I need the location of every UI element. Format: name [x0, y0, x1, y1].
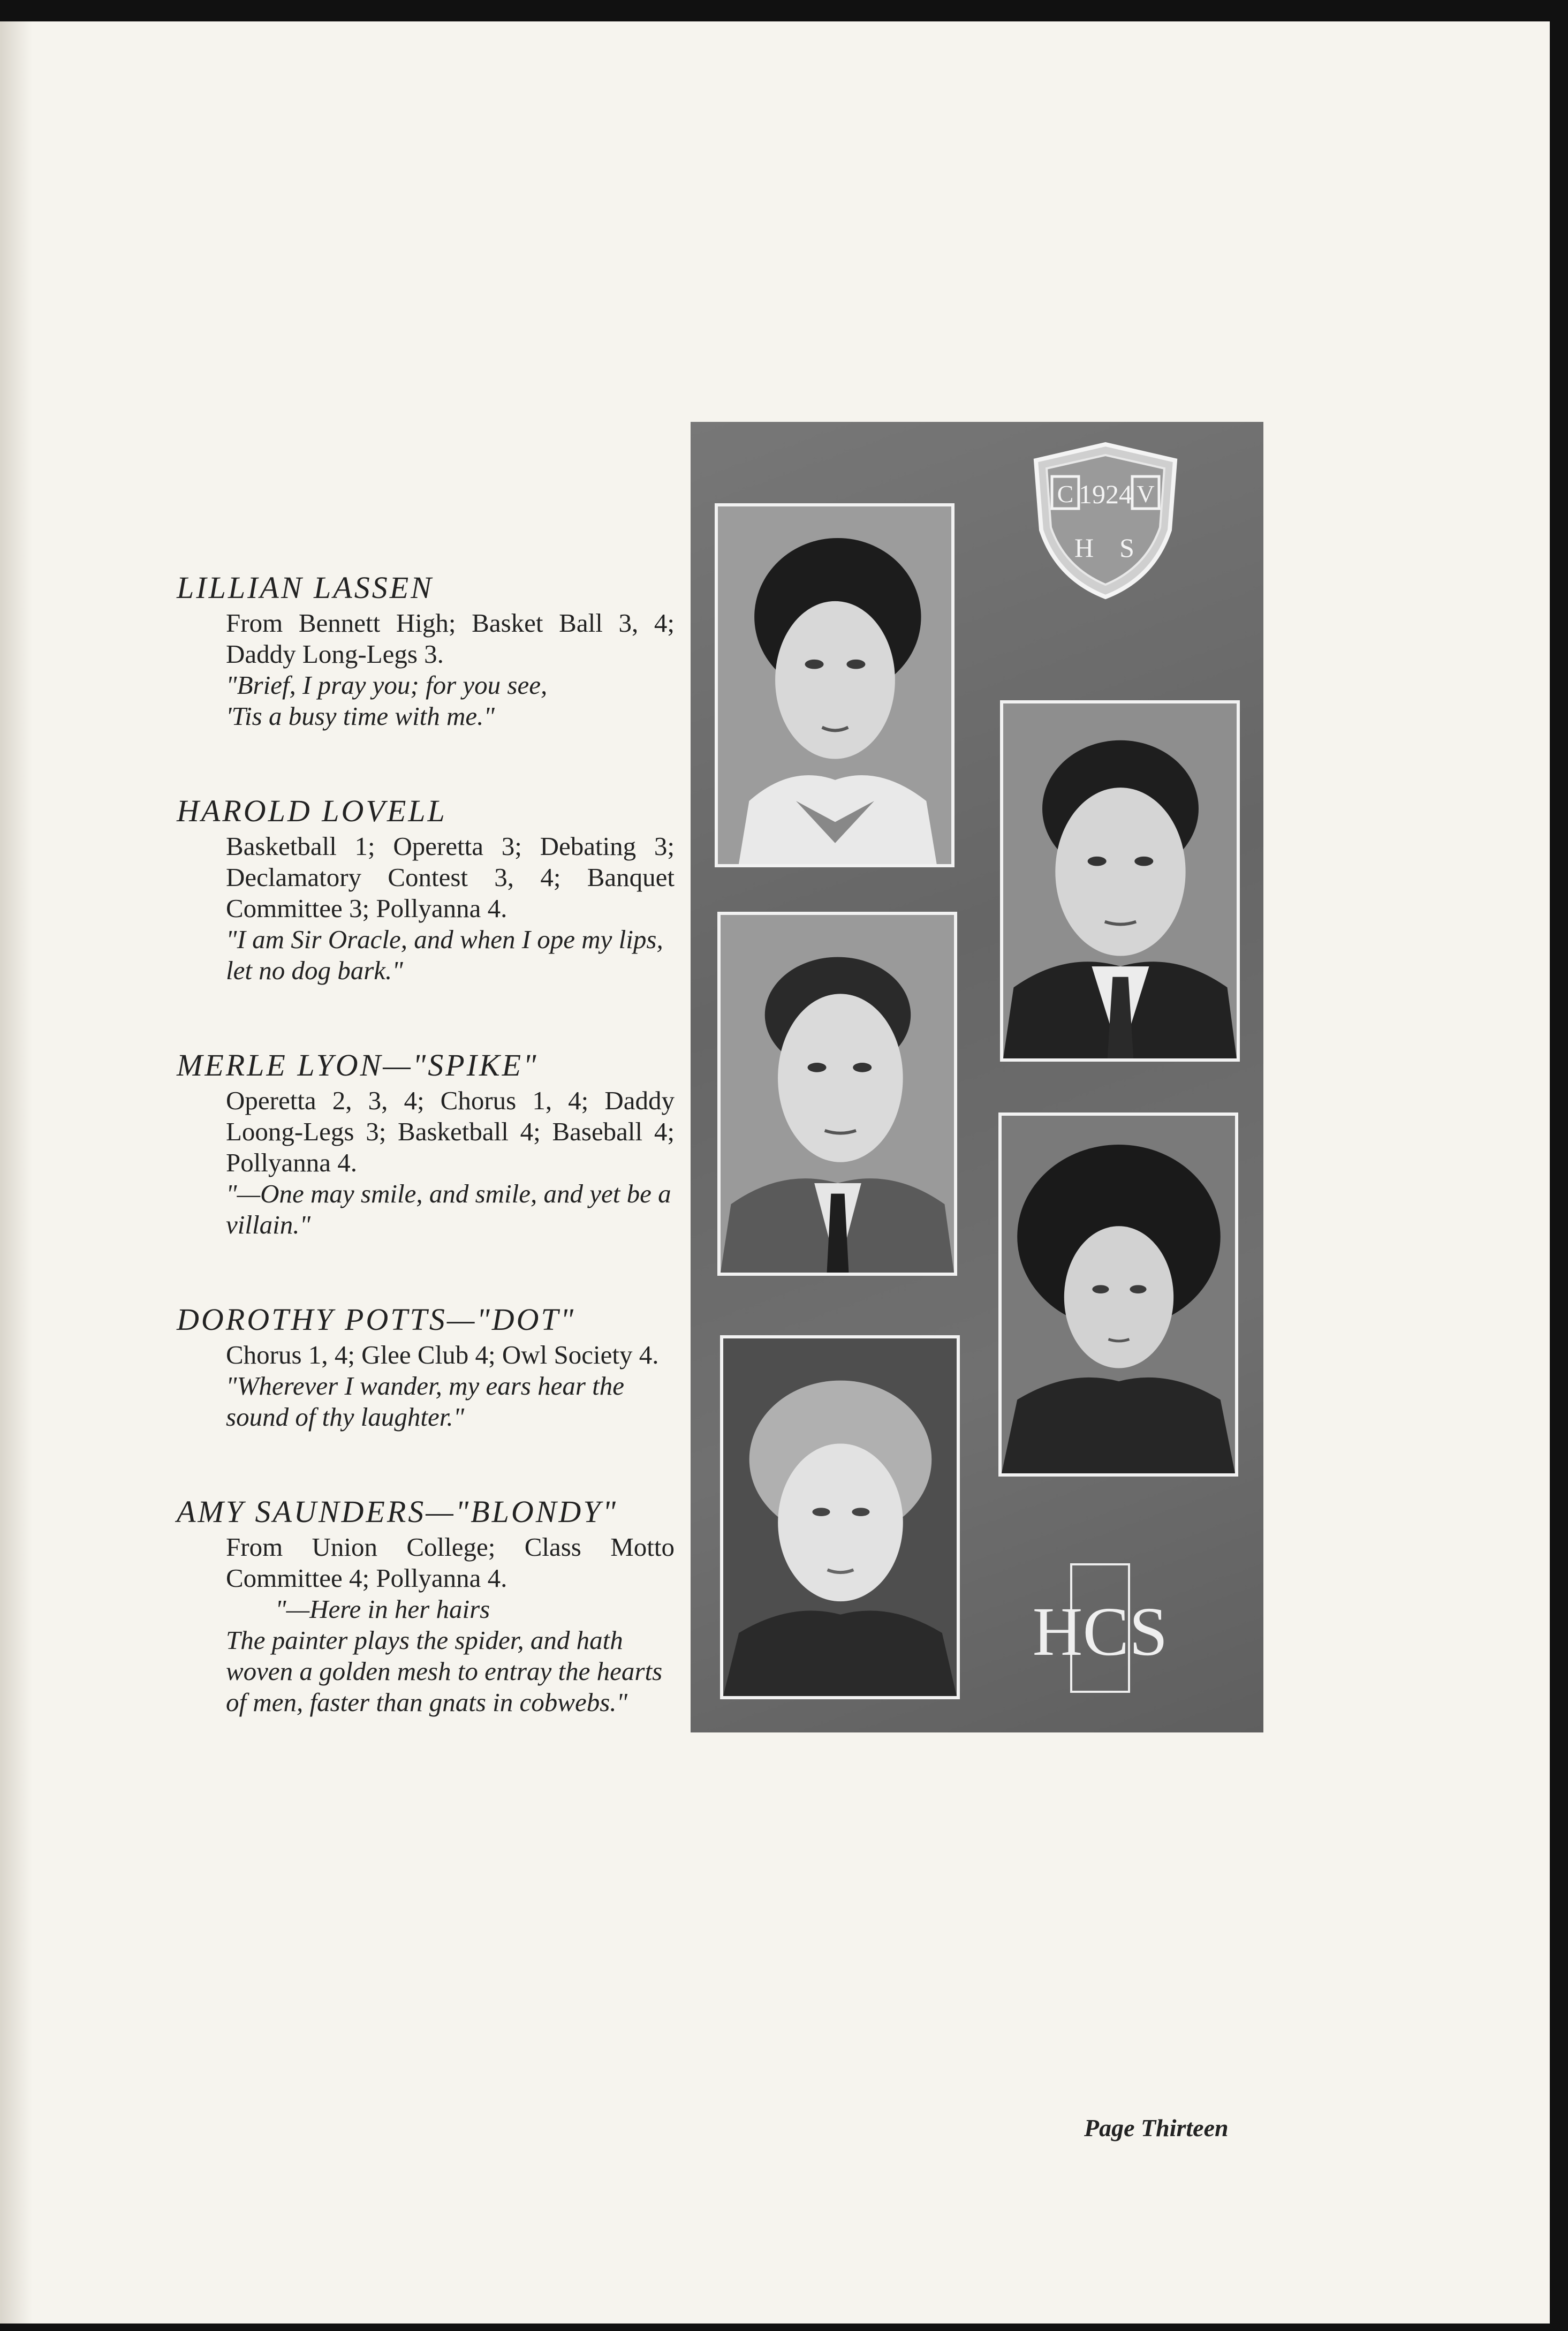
student-name: HAROLD LOVELL [177, 793, 447, 828]
student-record [226, 1085, 675, 1178]
record-text: From Union College; Class Motto Committee 4; Pollyanna 4. [226, 1532, 675, 1593]
portrait-merle-lyon [717, 912, 957, 1276]
student-quote [226, 1178, 675, 1240]
quote-line: "—One may smile, and smile, and yet be a villain." [226, 1179, 671, 1239]
student-record [226, 1532, 675, 1594]
student-record [226, 608, 675, 670]
page-binding-edge [0, 21, 32, 2324]
portrait-dorothy-potts [998, 1112, 1238, 1477]
quote-line: "Wherever I wander, my ears hear the sound of thy laughter." [226, 1371, 625, 1432]
portrait-amy-saunders [720, 1335, 960, 1699]
portrait-lillian-lassen [715, 503, 955, 867]
page-number: Page Thirteen [1084, 2114, 1229, 2141]
student-name: DOROTHY POTTS—"DOT" [177, 1302, 576, 1337]
student-name: LILLIAN LASSEN [177, 570, 434, 605]
monogram-text: HCS [1032, 1593, 1168, 1670]
entry-merle-lyon [177, 1048, 675, 1240]
record-text: Chorus 1, 4; Glee Club 4; Owl Society 4. [226, 1340, 659, 1369]
student-record [226, 1339, 675, 1371]
school-monogram-icon [1032, 1561, 1168, 1695]
crest-letter-s: S [1119, 533, 1134, 563]
student-quote [226, 924, 675, 986]
yearbook-page [0, 21, 1550, 2324]
student-record [226, 831, 675, 924]
student-name: MERLE LYON—"SPIKE" [177, 1048, 539, 1083]
entry-harold-lovell [177, 793, 675, 986]
crest-letter-c: C [1057, 480, 1074, 508]
student-name: AMY SAUNDERS—"BLONDY" [177, 1494, 618, 1529]
senior-entries [177, 570, 675, 1780]
student-quote [226, 1594, 675, 1718]
record-text: Operetta 2, 3, 4; Chorus 1, 4; Daddy Loong-Legs 3; Basketball 4; Baseball 4; Pollyanna 4. [226, 1086, 675, 1177]
crest-year: 1924 [1079, 479, 1132, 509]
record-text: From Bennett High; Basket Ball 3, 4; Daddy Long-Legs 3. [226, 608, 675, 669]
student-quote [226, 1371, 675, 1433]
entry-amy-saunders [177, 1494, 675, 1718]
quote-line: 'Tis a busy time with me." [226, 701, 495, 731]
entry-dorothy-potts [177, 1302, 675, 1433]
portrait-harold-lovell [1000, 700, 1240, 1062]
entry-lillian-lassen [177, 570, 675, 732]
photo-panel [691, 422, 1263, 1732]
quote-line: "Brief, I pray you; for you see, [226, 670, 548, 700]
quote-line: "I am Sir Oracle, and when I ope my lips, let no dog bark." [226, 925, 663, 985]
quote-line: "—Here in her hairs [275, 1594, 490, 1624]
class-crest-icon [1025, 439, 1186, 600]
record-text: Basketball 1; Operetta 3; Debating 3; Declamatory Contest 3, 4; Banquet Committee 3; Pollyanna 4. [226, 831, 675, 923]
quote-line: The painter plays the spider, and hath woven a golden mesh to entray the hearts of men, faster than gnats in cobwebs." [226, 1625, 663, 1717]
crest-letter-v: V [1137, 480, 1155, 508]
crest-letter-h: H [1074, 533, 1094, 563]
student-quote [226, 670, 675, 732]
